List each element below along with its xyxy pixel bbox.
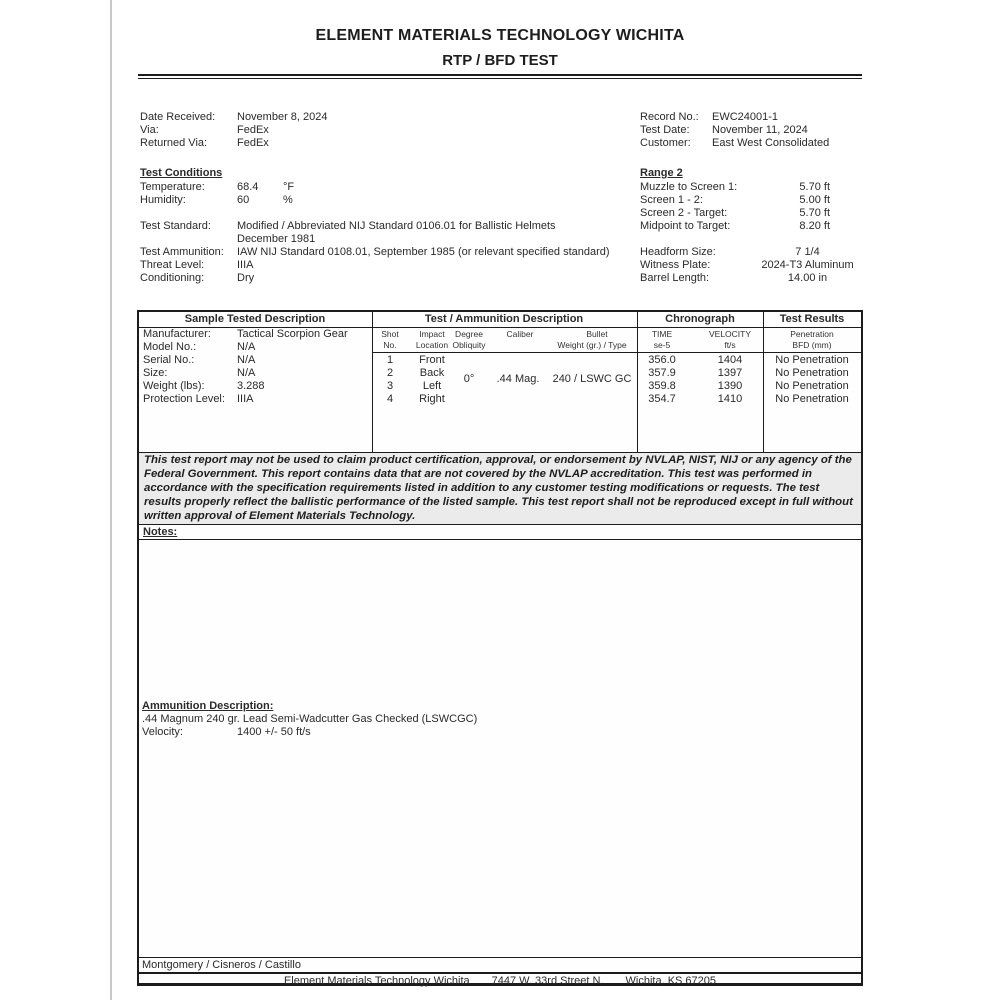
field-value xyxy=(237,220,556,246)
ammunition-title: Ammunition Description: xyxy=(142,700,274,712)
col-header-bfd: BFD (mm) xyxy=(792,340,832,350)
sample-label: Serial No.: xyxy=(143,354,195,366)
field-value: 14.00 in xyxy=(787,272,828,284)
penetration-result: No Penetration xyxy=(775,380,849,392)
col-header-caliber: Caliber xyxy=(506,329,534,339)
meta-row-returned-via xyxy=(140,137,328,150)
col-header-shot: Shot xyxy=(381,329,399,339)
field-value: 5.00 ft xyxy=(799,194,830,206)
sample-label: Manufacturer: xyxy=(143,328,211,340)
penetration-result: No Penetration xyxy=(775,393,849,405)
col-header-shot-no: No. xyxy=(383,340,397,350)
chrono-velocity: 1397 xyxy=(717,367,743,379)
table-subheader-rule xyxy=(372,352,861,353)
range-block xyxy=(640,167,870,285)
col-header-obliquity: Obliquity xyxy=(452,340,486,350)
page-title: ELEMENT MATERIALS TECHNOLOGY WICHITA xyxy=(315,27,685,44)
sample-label: Protection Level: xyxy=(143,393,225,405)
sample-label: Size: xyxy=(143,367,168,379)
meta-value: November 11, 2024 xyxy=(712,124,808,136)
col-header-impact: Impact xyxy=(419,329,445,339)
footer-company: Element Materials Technology Wichita xyxy=(283,975,470,987)
range-row xyxy=(640,246,870,259)
meta-label: Record No.: xyxy=(640,111,699,123)
shot-number: 4 xyxy=(386,393,394,405)
field-label: Barrel Length: xyxy=(640,272,710,284)
meta-value: EWC24001-1 xyxy=(712,111,779,123)
notes-rule xyxy=(139,539,861,540)
meta-label: Via: xyxy=(140,124,159,136)
field-label: Test Standard: xyxy=(140,220,211,232)
ammunition-description: .44 Magnum 240 gr. Lead Semi-Wadcutter Gas Checked (LSWCGC) xyxy=(142,713,478,725)
field-label: Midpoint to Target: xyxy=(640,220,731,232)
sample-value: N/A xyxy=(237,354,256,366)
test-conditions-title: Test Conditions xyxy=(140,167,223,179)
test-conditions-block xyxy=(140,167,630,285)
ammunition-velocity-row xyxy=(142,726,311,739)
field-value: 60 xyxy=(237,194,250,206)
field-label: Screen 1 - 2: xyxy=(640,194,703,206)
col-header-impact-location: Location xyxy=(415,340,449,350)
footer-address-bar xyxy=(139,972,861,988)
col-header-velocity: VELOCITY xyxy=(708,329,752,339)
bullet-value: 240 / LSWC GC xyxy=(552,373,632,385)
col-header-time-unit: se-5 xyxy=(653,340,671,350)
field-value: IIIA xyxy=(237,259,254,271)
meta-right-block xyxy=(640,111,829,150)
table-divider xyxy=(372,312,373,452)
col-header-time: TIME xyxy=(651,329,673,339)
field-label: Humidity: xyxy=(140,194,186,206)
field-label: Threat Level: xyxy=(140,259,205,271)
shot-number: 2 xyxy=(386,367,394,379)
field-value: Dry xyxy=(237,272,255,284)
field-label: Headform Size: xyxy=(640,246,716,258)
table-divider xyxy=(763,312,764,452)
meta-left-block xyxy=(140,111,328,150)
field-label: Test Ammunition: xyxy=(140,246,224,258)
sample-value: Tactical Scorpion Gear xyxy=(237,328,348,340)
chrono-time: 356.0 xyxy=(648,354,676,366)
conditioning-row xyxy=(140,272,630,285)
header-double-rule xyxy=(138,74,862,79)
col-header-penetration: Penetration xyxy=(790,329,834,339)
penetration-result: No Penetration xyxy=(775,367,849,379)
field-value: 2024-T3 Aluminum xyxy=(761,259,854,271)
range-row xyxy=(640,259,870,272)
test-standard-row xyxy=(140,220,630,246)
meta-row-customer xyxy=(640,137,829,150)
temperature-row xyxy=(140,181,630,194)
shot-location: Right xyxy=(419,393,445,405)
shot-number: 1 xyxy=(386,354,394,366)
chrono-time: 354.7 xyxy=(648,393,676,405)
meta-label: Customer: xyxy=(640,137,691,149)
shot-location: Back xyxy=(419,367,445,379)
col-header-velocity-unit: ft/s xyxy=(724,340,736,350)
chrono-velocity: 1410 xyxy=(717,393,743,405)
chrono-time: 357.9 xyxy=(648,367,676,379)
notes-label: Notes: xyxy=(143,526,178,538)
meta-row-via xyxy=(140,124,328,137)
caliber-value: .44 Mag. xyxy=(496,373,540,385)
scan-page-edge-line xyxy=(110,0,112,1000)
col-header-bullet: Bullet xyxy=(586,329,608,339)
footer-city: Wichita, KS 67205 xyxy=(625,975,717,987)
meta-value: November 8, 2024 xyxy=(237,111,328,123)
meta-row-date-received xyxy=(140,111,328,124)
meta-label: Test Date: xyxy=(640,124,690,136)
disclaimer-text: This test report may not be used to claim product certification, approval, or endorsement by NVLAP, NIST, NIJ or any agency of the Federal Government. This report contains data that are not covered by the NVLAP accreditation. This test was performed in accordance with the specification requirements listed in addition to any customer testing modifications or requests. The test results properly reflect the ballistic performance of the listed sample. This test report shall not be reproduced except in full without written approval of Element Materials Technology. xyxy=(139,452,861,525)
test-ammunition-row xyxy=(140,246,630,259)
shot-location: Front xyxy=(419,354,445,366)
shot-number: 3 xyxy=(386,380,394,392)
sample-value: N/A xyxy=(237,341,256,353)
meta-label: Returned Via: xyxy=(140,137,208,149)
field-value: 7 1/4 xyxy=(795,246,820,258)
table-divider xyxy=(637,312,638,452)
chronograph-section-title: Chronograph xyxy=(665,313,735,325)
degree-obliquity-value: 0° xyxy=(463,373,475,385)
sample-label: Model No.: xyxy=(143,341,197,353)
humidity-row xyxy=(140,194,630,207)
sample-value: 3.288 xyxy=(237,380,265,392)
col-header-degree: Degree xyxy=(455,329,483,339)
test-ammo-section-title: Test / Ammunition Description xyxy=(424,313,584,325)
penetration-result: No Penetration xyxy=(775,354,849,366)
footer-street: 7447 W. 33rd Street N. xyxy=(491,975,604,987)
field-value: IAW NIJ Standard 0108.01, September 1985 (or relevant specified standard) xyxy=(237,246,610,258)
field-label: Temperature: xyxy=(140,181,205,193)
page-subtitle: RTP / BFD TEST xyxy=(442,52,558,69)
field-label: Witness Plate: xyxy=(640,259,711,271)
field-label: Screen 2 - Target: xyxy=(640,207,728,219)
footer-rule xyxy=(139,957,861,958)
col-header-bullet-weight: Weight (gr.) / Type xyxy=(557,340,627,350)
meta-value: FedEx xyxy=(237,137,269,149)
field-unit: % xyxy=(283,194,293,206)
field-value: 8.20 ft xyxy=(799,220,830,232)
results-table-box xyxy=(137,310,863,986)
field-label: Velocity: xyxy=(142,726,183,738)
sample-label: Weight (lbs): xyxy=(143,380,205,392)
chrono-velocity: 1404 xyxy=(717,354,743,366)
footer-signers: Montgomery / Cisneros / Castillo xyxy=(142,959,301,971)
meta-row-test-date xyxy=(640,124,829,137)
range-row xyxy=(640,220,870,233)
test-standard-line2: December 1981 xyxy=(237,233,316,245)
meta-value: FedEx xyxy=(237,124,269,136)
meta-label: Date Received: xyxy=(140,111,216,123)
sample-value: IIIA xyxy=(237,393,254,405)
test-standard-line1: Modified / Abbreviated NIJ Standard 0106.01 for Ballistic Helmets xyxy=(237,220,556,232)
sample-section-title: Sample Tested Description xyxy=(184,313,326,325)
shot-location: Left xyxy=(422,380,442,392)
threat-level-row xyxy=(140,259,630,272)
meta-value: East West Consolidated xyxy=(712,137,830,149)
field-value: 5.70 ft xyxy=(799,181,830,193)
range-row xyxy=(640,194,870,207)
range-title: Range 2 xyxy=(640,167,683,179)
field-value: 68.4 xyxy=(237,181,259,193)
chrono-velocity: 1390 xyxy=(717,380,743,392)
meta-row-record-no xyxy=(640,111,829,124)
field-unit: °F xyxy=(283,181,295,193)
field-label: Muzzle to Screen 1: xyxy=(640,181,738,193)
field-value: 5.70 ft xyxy=(799,207,830,219)
range-row xyxy=(640,272,870,285)
field-label: Conditioning: xyxy=(140,272,205,284)
range-row xyxy=(640,207,870,220)
sample-value: N/A xyxy=(237,367,256,379)
test-results-section-title: Test Results xyxy=(779,313,845,325)
chrono-time: 359.8 xyxy=(648,380,676,392)
range-row xyxy=(640,181,870,194)
field-value: 1400 +/- 50 ft/s xyxy=(237,726,311,738)
